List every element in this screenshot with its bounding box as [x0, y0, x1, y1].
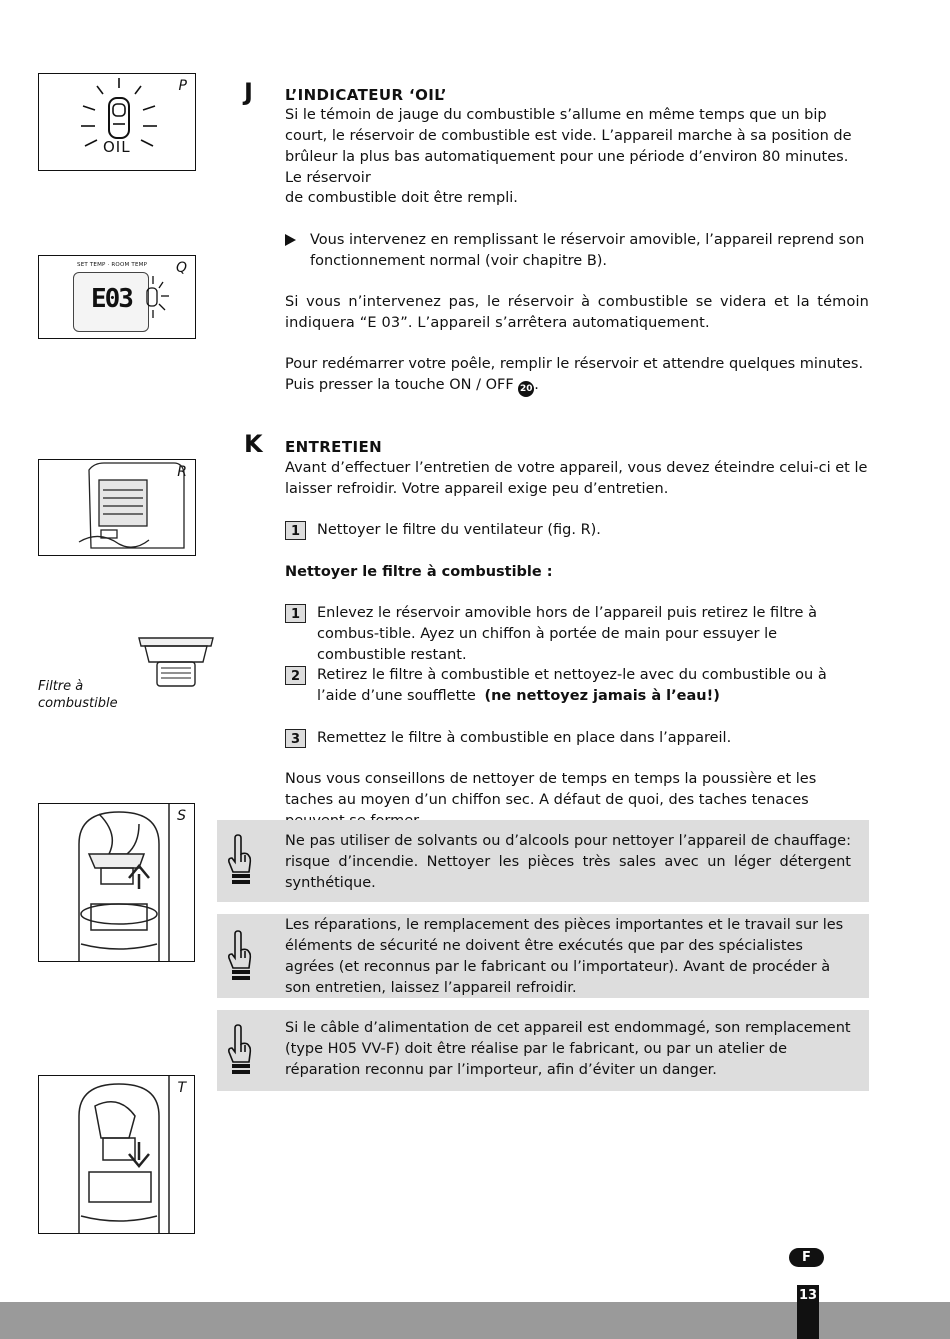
section-j-bullet: Vous intervenez en remplissant le réservoir amovible, l’appareil reprend son fonctionnement normal (voir chapitre B).	[310, 232, 865, 269]
fuel-filter-subheading: Nettoyer le filtre à combustible :	[285, 564, 553, 580]
caption-line-1: Filtre à	[38, 679, 84, 694]
pointing-hand-icon	[223, 1024, 255, 1076]
warning-text-3: Si le câble d’alimentation de cet appareil est endommagé, son remplacement (type H05 VV-F) doit être réalise par le fabricant, ou par un atelier de réparation reconnu par l’importeur, afin d’éviter un danger.	[285, 1020, 851, 1078]
warning-box-1	[217, 820, 869, 902]
fan-step-number: 1	[285, 521, 306, 540]
section-j-title: L’INDICATEUR ‘OIL’	[285, 86, 447, 104]
figure-t-insert-filter	[38, 1075, 195, 1234]
bullet-arrow-icon	[285, 234, 296, 246]
lcd-error-code: E03	[91, 284, 132, 314]
figure-s-label: S	[177, 808, 186, 824]
figure-q-label: Q	[175, 260, 187, 276]
step-2-text	[317, 665, 869, 707]
figure-t-label: T	[177, 1080, 186, 1096]
heater-back-icon	[39, 460, 196, 556]
step-3-number: 3	[285, 729, 306, 748]
oil-indicator-icon	[39, 74, 196, 171]
section-k-intro: Avant d’effectuer l’entretien de votre appareil, vous devez éteindre celui-ci et le laisser refroidir. Votre appareil exige peu d’entretien.	[285, 460, 868, 497]
pointing-hand-icon	[223, 930, 255, 982]
lcd-header-text: SET TEMP · ROOM TEMP	[77, 262, 148, 268]
warning-text-1: Ne pas utiliser de solvants ou d’alcools pour nettoyer l’appareil de chauffage: risque d’incendie. Nettoyer les pièces très sales avec un léger détergent synthétique.	[285, 833, 851, 891]
warning-box-3	[217, 1010, 869, 1091]
caption-line-2: combustible	[38, 696, 118, 711]
section-j-letter: J	[244, 78, 253, 106]
insert-filter-illustration	[39, 1076, 195, 1234]
remove-filter-illustration	[39, 804, 195, 962]
section-k-advice: Nous vous conseillons de nettoyer de temps en temps la poussière et les taches au moyen d’un chiffon sec. A défaut de quoi, des taches tenaces	[285, 771, 817, 808]
page-number: 13	[797, 1285, 819, 1339]
figure-p-oil-indicator	[38, 73, 196, 171]
step-3-text: Remettez le filtre à combustible en place dans l’appareil.	[317, 730, 732, 746]
step-2-warning: (ne nettoyez jamais à l’eau!)	[484, 688, 720, 704]
step-1-text: Enlevez le réservoir amovible hors de l’appareil puis retirez le filtre à combus-tible. Ayez un chiffon à portée de main pour essuyer le combustible restant.	[317, 605, 817, 663]
fan-step-text: Nettoyer le filtre du ventilateur (fig. R).	[317, 522, 601, 538]
restart-text-end: .	[534, 377, 539, 393]
warning-box-2	[217, 914, 869, 998]
section-j-paragraph-3	[285, 354, 869, 397]
step-2-main: Retirez le filtre à combustible et nettoyez-le avec du combustible ou à l’aide d’une soufflette	[317, 667, 827, 704]
figure-s-remove-filter	[38, 803, 195, 962]
oil-text: OIL	[103, 138, 131, 156]
figure-q-display	[38, 255, 196, 339]
control-ref-badge: 20	[518, 381, 534, 397]
step-1-number: 1	[285, 604, 306, 623]
language-badge: F	[789, 1248, 824, 1267]
blink-icon	[133, 274, 173, 324]
pointing-hand-icon	[223, 834, 255, 886]
fuel-filter-icon	[137, 632, 217, 692]
section-k-title: ENTRETIEN	[285, 438, 383, 456]
figure-p-label: P	[178, 78, 187, 94]
fuel-filter-caption	[38, 678, 118, 712]
section-j-paragraph-1: Si le témoin de jauge du combustible s’allume en même temps que un bip court, le réservoir de combustible est vide. L’appareil marche à sa position de brûleur la plus bas automatiquement pour une période d’environ 80 minutes. Le réservoir	[285, 107, 852, 186]
restart-text: Pour redémarrer votre poêle, remplir le réservoir et attendre quelques minutes. Puis presser la touche ON / OFF	[285, 356, 864, 393]
step-2-number: 2	[285, 666, 306, 685]
warning-text-2: Les réparations, le remplacement des pièces importantes et le travail sur les éléments de sécurité ne doivent être exécutés que par des spécialistes agrées (et reconnus par le fabricant ou l’importateur). Avant de procéder à son entretien, laissez l’appareil refroidir.	[285, 917, 844, 996]
section-j-paragraph-2: Si vous n’intervenez pas, le réservoir à combustible se videra et la témoin indiquera “E 03”. L’appareil s’arrêtera automatiquement.	[285, 294, 869, 331]
section-k-letter: K	[244, 430, 263, 458]
section-j-paragraph-1b: de combustible doit être rempli.	[285, 190, 518, 206]
figure-r-fan-filter	[38, 459, 196, 556]
figure-r-label: R	[177, 464, 187, 480]
